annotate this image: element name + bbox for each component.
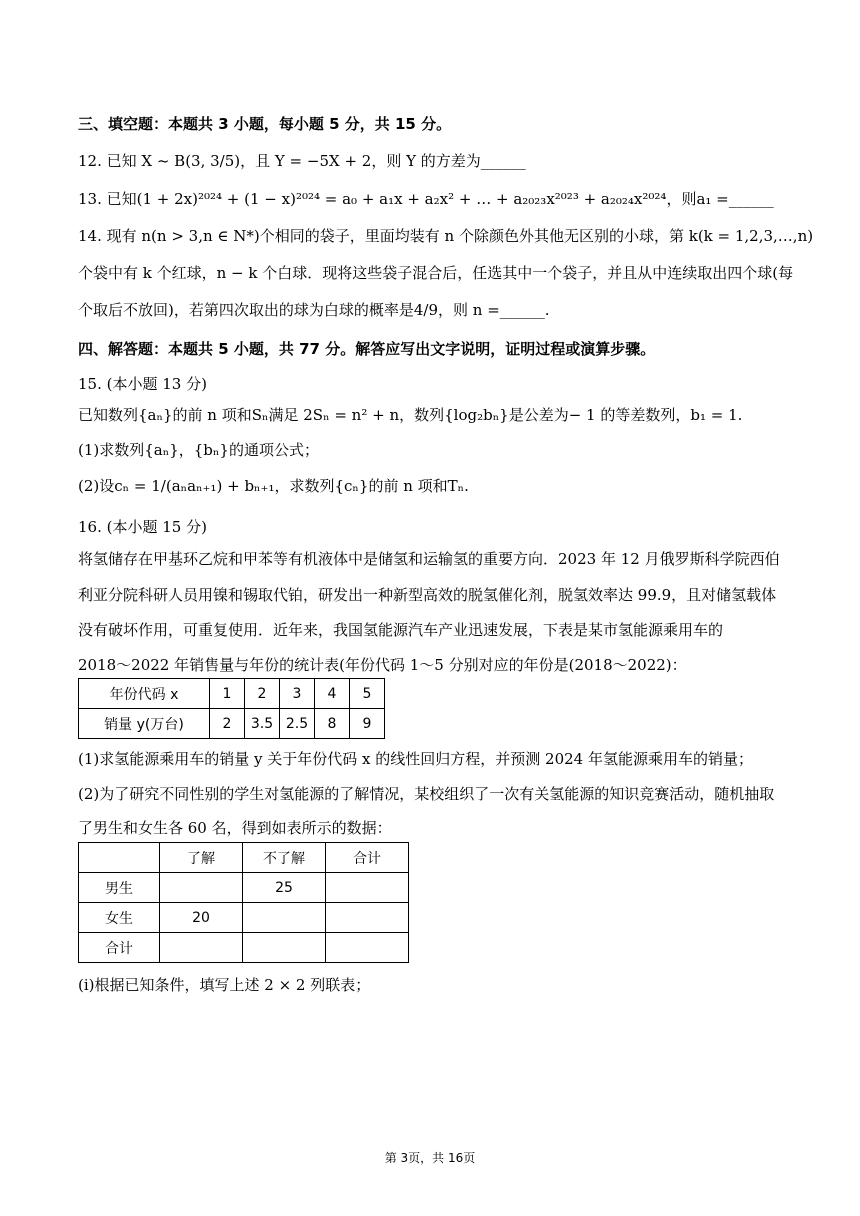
table-cell: 年份代码 x	[79, 679, 210, 709]
table-cell: 男生	[79, 873, 160, 903]
table-row	[79, 903, 409, 933]
table-row	[79, 709, 385, 739]
table-cell: 合计	[79, 933, 160, 963]
table-row	[79, 873, 409, 903]
table-cell	[79, 843, 160, 873]
table-cell	[160, 873, 243, 903]
question-15-part1: (1)求数列{aₙ}，{bₙ}的通项公式；	[78, 441, 319, 459]
question-15-part2: (2)设cₙ = 1/(aₙaₙ₊₁) + bₙ₊₁，求数列{cₙ}的前 n 项和Tₙ.	[78, 477, 469, 495]
question-16-line4: 2018～2022 年销售量与年份的统计表(年份代码 1～5 分别对应的年份是(2018～2022)：	[78, 656, 687, 674]
question-16-line3: 没有破坏作用，可重复使用．近年来，我国氢能源汽车产业迅速发展，下表是某市氢能源乘用车的	[78, 621, 724, 639]
table-cell: 3.5	[245, 709, 280, 739]
table-cell: 5	[350, 679, 385, 709]
question-14-line3: 个取后不放回)，若第四次取出的球为白球的概率是4/9，则 n =______.	[78, 301, 550, 319]
question-16-part2-line1: (2)为了研究不同性别的学生对氢能源的了解情况，某校组织了一次有关氢能源的知识竞赛活动，随机抽取	[78, 785, 775, 803]
table-cell: 女生	[79, 903, 160, 933]
table-cell: 25	[243, 873, 326, 903]
table-cell: 2	[245, 679, 280, 709]
question-12: 12. 已知 X ~ B(3, 3/5)，且 Y = −5X + 2，则 Y 的方差为______	[78, 152, 526, 170]
question-16-title: 16. (本小题 15 分)	[78, 518, 207, 536]
question-15-stem: 已知数列{aₙ}的前 n 项和Sₙ满足 2Sₙ = n² + n，数列{log₂bₙ}是公差为− 1 的等差数列，b₁ = 1.	[78, 406, 743, 424]
table-cell: 8	[315, 709, 350, 739]
sales-table	[78, 678, 385, 739]
table-cell: 4	[315, 679, 350, 709]
section3-heading: 三、填空题：本题共 3 小题，每小题 5 分，共 15 分。	[78, 115, 452, 133]
table-cell: 2	[210, 709, 245, 739]
table-cell: 2.5	[280, 709, 315, 739]
table-cell: 了解	[160, 843, 243, 873]
question-16-line2: 利亚分院科研人员用镍和锡取代铂，研发出一种新型高效的脱氢催化剂，脱氢效率达 99.9，且对储氢载体	[78, 586, 777, 604]
contingency-table	[78, 842, 409, 963]
table-cell	[160, 933, 243, 963]
table-row	[79, 933, 409, 963]
table-cell: 20	[160, 903, 243, 933]
question-16-part2-line2: 了男生和女生各 60 名，得到如表所示的数据：	[78, 819, 392, 837]
table-row	[79, 843, 409, 873]
table-cell: 1	[210, 679, 245, 709]
table-cell	[243, 903, 326, 933]
table-cell	[326, 903, 409, 933]
question-13: 13. 已知(1 + 2x)²⁰²⁴ + (1 − x)²⁰²⁴ = a₀ + a₁x + a₂x² + … + a₂₀₂₃x²⁰²³ + a₂₀₂₄x²⁰²⁴，则a₁ =______	[78, 190, 774, 208]
table-cell	[243, 933, 326, 963]
question-14-line2: 个袋中有 k 个红球，n − k 个白球．现将这些袋子混合后，任选其中一个袋子，并且从中连续取出四个球(每	[78, 264, 794, 282]
section4-heading: 四、解答题：本题共 5 小题，共 77 分。解答应写出文字说明，证明过程或演算步骤。	[78, 340, 656, 358]
question-16-line1: 将氢储存在甲基环乙烷和甲苯等有机液体中是储氢和运输氢的重要方向．2023 年 12 月俄罗斯科学院西伯	[78, 550, 780, 568]
table-cell: 合计	[326, 843, 409, 873]
table-cell: 不了解	[243, 843, 326, 873]
table-cell	[326, 873, 409, 903]
page-footer: 第 3页，共 16页	[384, 1151, 476, 1165]
table-cell: 3	[280, 679, 315, 709]
table-row	[79, 679, 385, 709]
table-cell: 9	[350, 709, 385, 739]
table-cell	[326, 933, 409, 963]
table-cell: 销量 y(万台)	[79, 709, 210, 739]
question-16-part1: (1)求氢能源乘用车的销量 y 关于年份代码 x 的线性回归方程，并预测 2024 年氢能源乘用车的销量；	[78, 750, 753, 768]
question-16-sub1: (ⅰ)根据已知条件，填写上述 2 × 2 列联表；	[78, 976, 371, 994]
question-15-title: 15. (本小题 13 分)	[78, 375, 207, 393]
question-14-line1: 14. 现有 n(n > 3,n ∈ N*)个相同的袋子，里面均装有 n 个除颜色外其他无区别的小球，第 k(k = 1,2,3,…,n)	[78, 227, 814, 245]
